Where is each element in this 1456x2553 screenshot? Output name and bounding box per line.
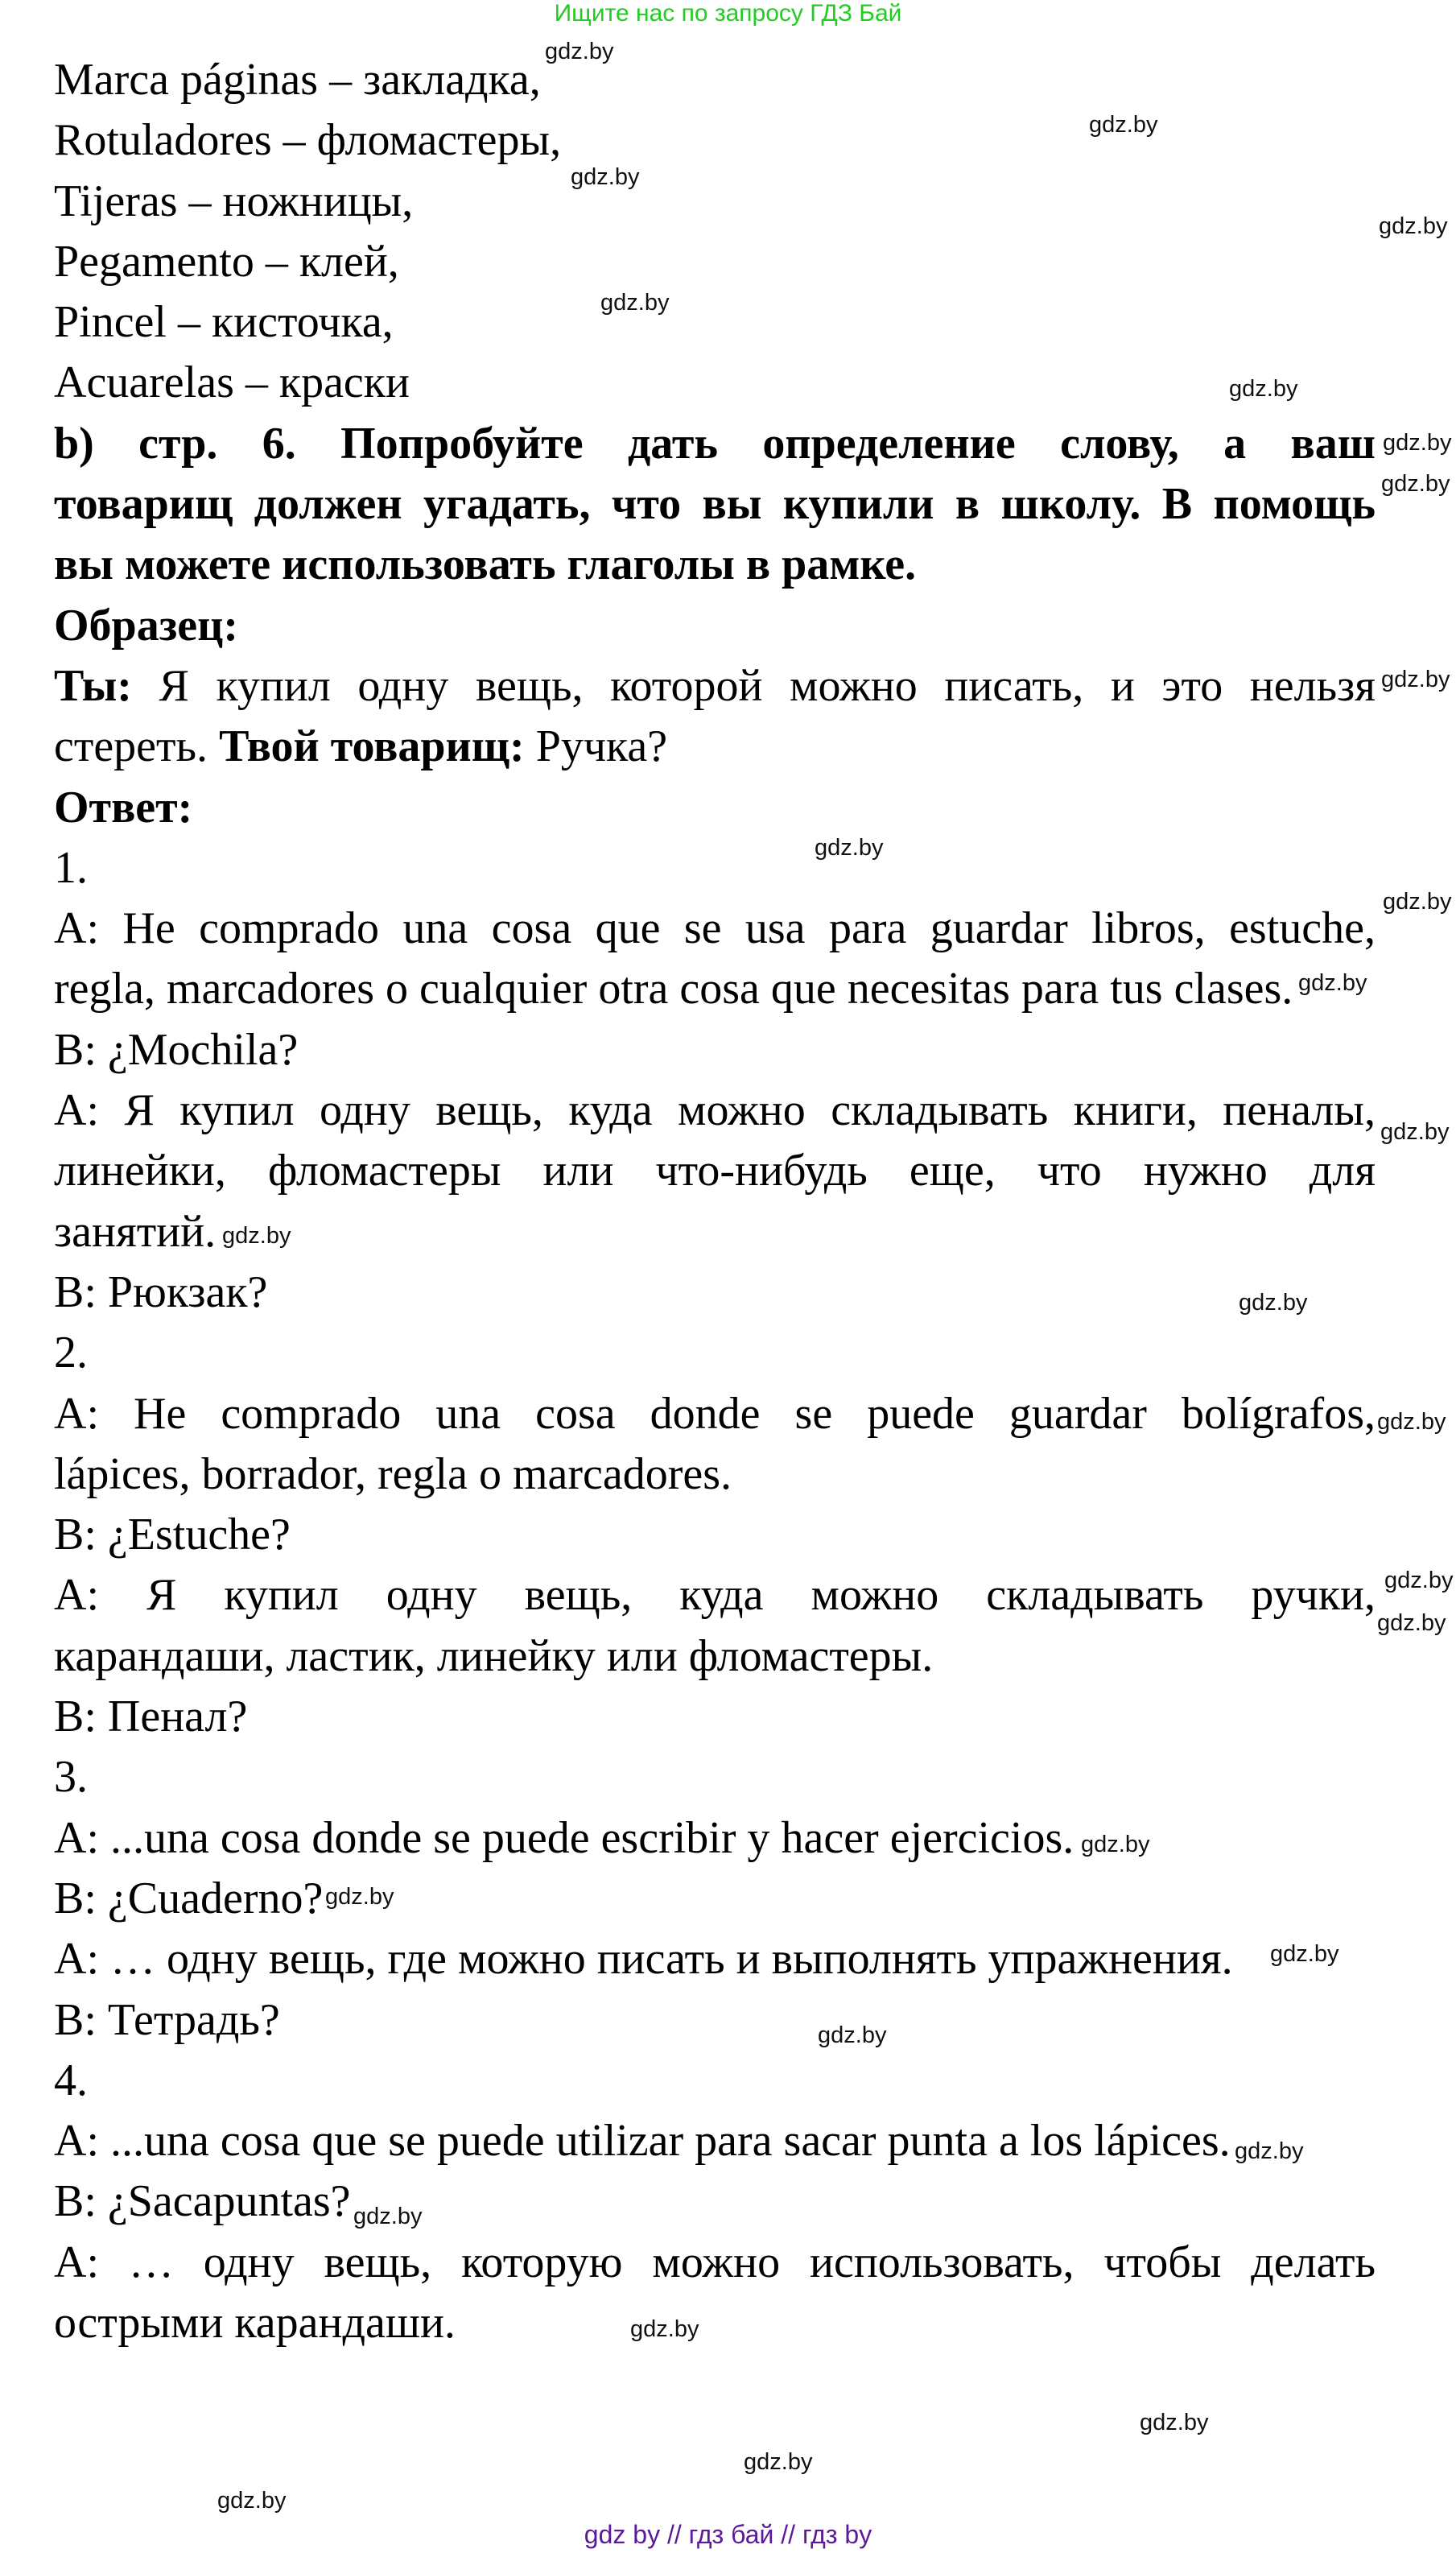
text-line xyxy=(54,596,1376,656)
watermark: gdz.by xyxy=(1298,970,1367,996)
text-line xyxy=(54,717,1376,777)
text: Tijeras – ножницы, xyxy=(54,176,414,226)
watermark: gdz.by xyxy=(1229,376,1298,402)
text: A: … одну вещь, где можно писать и выполнять упражнения. xyxy=(54,1934,1233,1985)
text: 4. xyxy=(54,2055,88,2105)
text: B: ¿Cuaderno? xyxy=(54,1873,324,1923)
text-line xyxy=(54,656,1376,717)
text-line xyxy=(54,1869,1376,1929)
text-line xyxy=(54,1626,1376,1687)
text-line xyxy=(54,535,1376,595)
text-line xyxy=(54,110,1376,171)
text-line xyxy=(54,1990,1376,2051)
text: Pincel – кисточка, xyxy=(54,297,394,348)
text-line xyxy=(54,1384,1376,1444)
text: A: Я купил одну вещь, куда можно складывать книги, пеналы, xyxy=(54,1085,1376,1136)
text: линейки, фломастеры или что-нибудь еще, что нужно для xyxy=(54,1146,1376,1196)
text-line xyxy=(54,2111,1376,2171)
text: Я купил одну вещь, которой можно писать, и это нельзя xyxy=(131,660,1376,711)
text: A: He comprado una cosa donde se puede guardar bolígrafos, xyxy=(54,1388,1376,1439)
watermark: gdz.by xyxy=(1384,1568,1454,1593)
watermark: gdz.by xyxy=(815,835,884,861)
text-line xyxy=(54,959,1376,1019)
watermark: gdz.by xyxy=(1380,1119,1450,1145)
text: Pegamento – клей, xyxy=(54,236,399,287)
watermark: gdz.by xyxy=(818,2022,887,2048)
text-line xyxy=(54,899,1376,959)
text: 2. xyxy=(54,1328,88,1378)
text: Ручка? xyxy=(524,721,668,772)
text-line xyxy=(54,1747,1376,1807)
text: стереть. xyxy=(54,721,220,772)
watermark: gdz.by xyxy=(222,1223,291,1249)
text: острыми карандаши. xyxy=(54,2297,456,2348)
text-line xyxy=(54,835,1376,899)
text: Acuarelas – краски xyxy=(54,357,410,408)
watermark: gdz.by xyxy=(1089,112,1158,138)
text-line xyxy=(54,232,1376,292)
watermark: gdz.by xyxy=(325,1884,394,1910)
watermark: gdz.by xyxy=(217,2488,287,2514)
watermark: gdz.by xyxy=(1377,1610,1446,1636)
watermark: gdz.by xyxy=(1383,889,1452,915)
header-banner[interactable]: Ищите нас по запросу ГДЗ Бай xyxy=(554,0,902,27)
text: 3. xyxy=(54,1752,88,1803)
watermark: gdz.by xyxy=(600,290,670,316)
text-line xyxy=(54,2293,1376,2353)
text-line xyxy=(54,1262,1376,1323)
text: 1. xyxy=(54,842,88,893)
watermark: gdz.by xyxy=(1383,430,1452,456)
text-line xyxy=(54,474,1376,535)
text: Rotuladores – фломастеры, xyxy=(54,115,562,166)
watermark: gdz.by xyxy=(1270,1941,1339,1967)
text-line xyxy=(54,778,1376,838)
bold-text: Ответ: xyxy=(54,782,193,832)
bold-text: вы можете использовать глаголы в рамке. xyxy=(54,539,917,590)
text: карандаши, ластик, линейку или фломастеры. xyxy=(54,1630,934,1681)
watermark: gdz.by xyxy=(744,2449,813,2475)
watermark: gdz.by xyxy=(353,2204,423,2229)
text: B: ¿Mochila? xyxy=(54,1024,299,1075)
text: Marca páginas – закладка, xyxy=(54,55,541,105)
text-line xyxy=(54,1565,1376,1626)
text-line xyxy=(54,2233,1376,2293)
text-line xyxy=(54,292,1376,353)
text-line xyxy=(54,1444,1376,1505)
text-line xyxy=(54,1808,1376,1869)
text: lápices, borrador, regla o marcadores. xyxy=(54,1448,732,1499)
watermark: gdz.by xyxy=(1239,1290,1308,1316)
text: A: ...una cosa donde se puede escribir y hacer ejercicios. xyxy=(54,1812,1074,1863)
watermark: gdz.by xyxy=(1377,1409,1446,1435)
text: A: ...una cosa que se puede utilizar para sacar punta a los lápices. xyxy=(54,2116,1231,2167)
text-line xyxy=(54,1687,1376,1747)
text-line xyxy=(54,1929,1376,1989)
watermark: gdz.by xyxy=(1381,667,1450,692)
text: B: Рюкзак? xyxy=(54,1266,268,1317)
text: B: ¿Sacapuntas? xyxy=(54,2176,351,2227)
text: занятий. xyxy=(54,1206,217,1257)
text-line xyxy=(54,1505,1376,1565)
watermark: gdz.by xyxy=(1379,213,1448,239)
text-line xyxy=(54,1020,1376,1080)
text: B: Пенал? xyxy=(54,1692,248,1742)
text: regla, marcadores o cualquier otra cosa que necesitas para tus clases. xyxy=(54,964,1293,1014)
text: A: He comprado una cosa que se usa para guardar libros, estuche, xyxy=(54,903,1376,954)
text-line xyxy=(54,2051,1376,2111)
watermark: gdz.by xyxy=(545,39,614,64)
text-line xyxy=(54,2171,1376,2232)
bold-text: Образец: xyxy=(54,600,238,651)
watermark: gdz.by xyxy=(1081,1832,1150,1857)
bold-text: товарищ должен угадать, что вы купили в школу. В помощь xyxy=(54,479,1376,530)
text: A: Я купил одну вещь, куда можно складывать ручки, xyxy=(54,1570,1376,1621)
bold-text: b) стр. 6. Попробуйте дать определение слову, а ваш xyxy=(54,418,1376,469)
text: A: … одну вещь, которую можно использовать, чтобы делать xyxy=(54,2237,1376,2287)
bold-text: Ты: xyxy=(54,660,132,711)
text-line xyxy=(54,1323,1376,1383)
watermark: gdz.by xyxy=(571,164,640,190)
watermark: gdz.by xyxy=(1235,2138,1304,2164)
text: B: Тетрадь? xyxy=(54,1994,280,2045)
watermark: gdz.by xyxy=(630,2316,699,2342)
text-line xyxy=(54,50,1376,110)
watermark: gdz.by xyxy=(1140,2410,1209,2435)
text-line xyxy=(54,1141,1376,1201)
text-line xyxy=(54,353,1376,413)
text-line xyxy=(54,1080,1376,1141)
text: B: ¿Estuche? xyxy=(54,1510,291,1560)
bold-text: Твой товарищ: xyxy=(219,721,525,772)
footer-banner[interactable]: gdz by // гдз бай // гдз by xyxy=(584,2520,872,2549)
text-line xyxy=(54,171,1376,232)
document-body xyxy=(54,50,1376,2353)
text-line xyxy=(54,414,1376,474)
watermark: gdz.by xyxy=(1381,471,1450,497)
